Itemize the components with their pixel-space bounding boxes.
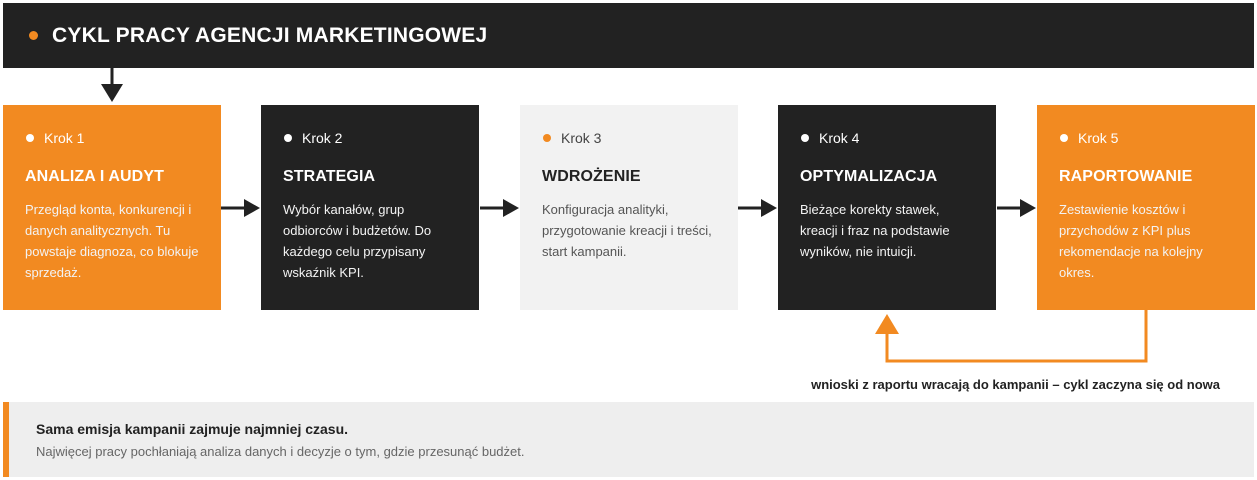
- step-1-description: Przegląd konta, konkurencji i danych analitycznych. Tu powstaje diagnoza, co blokuje sprzedaż.: [25, 202, 199, 280]
- feedback-loop-label: wnioski z raportu wracają do kampanii – cykl zaczyna się od nowa: [811, 377, 1220, 392]
- step-1-number: Krok 1: [25, 129, 199, 147]
- step-5-description: Zestawienie kosztów i przychodów z KPI plus rekomendacje na kolejny okres.: [1059, 202, 1203, 280]
- step-4-description: Bieżące korekty stawek, kreacji i fraz na podstawie wyników, nie intuicji.: [800, 202, 950, 259]
- step-4-title: OPTYMALIZACJA: [800, 168, 938, 185]
- step-3-number: Krok 3: [542, 129, 716, 147]
- step-5-title: RAPORTOWANIE: [1059, 168, 1193, 185]
- arrow-step-4-to-5: [997, 199, 1036, 217]
- step-5-number: Krok 5: [1059, 129, 1233, 147]
- arrow-step-3-to-4: [738, 199, 777, 217]
- bullet-icon: [284, 134, 292, 142]
- note-title: Sama emisja kampanii zajmuje najmniej czasu.: [36, 421, 349, 437]
- diagram-title: CYKL PRACY AGENCJI MARKETINGOWEJ: [52, 23, 488, 47]
- arrow-step-1-to-2: [221, 199, 260, 217]
- step-4: [778, 105, 996, 310]
- step-1-title: ANALIZA I AUDYT: [25, 168, 164, 185]
- step-2-description: Wybór kanałów, grup odbiorców i budżetów. Do każdego celu przypisany wskaźnik KPI.: [283, 202, 432, 280]
- bullet-icon: [543, 134, 551, 142]
- step-3: [520, 105, 738, 310]
- bullet-icon: [801, 134, 809, 142]
- step-3-description: Konfiguracja analityki, przygotowanie kreacji i treści, start kampanii.: [542, 202, 712, 259]
- step-5: [1037, 105, 1255, 310]
- step-2-title: STRATEGIA: [283, 168, 376, 185]
- step-2: [261, 105, 479, 310]
- bullet-icon: [1060, 134, 1068, 142]
- arrow-header-to-step-1: [101, 68, 123, 102]
- note-text: Najwięcej pracy pochłaniają analiza danych i decyzje o tym, gdzie przesunąć budżet.: [36, 444, 525, 459]
- feedback-loop-arrow: [875, 310, 1146, 361]
- step-2-number: Krok 2: [283, 129, 457, 147]
- step-1: [3, 105, 221, 310]
- bullet-icon: [26, 134, 34, 142]
- step-4-number: Krok 4: [800, 129, 974, 147]
- summary-note: [3, 402, 1254, 477]
- arrow-step-2-to-3: [480, 199, 519, 217]
- step-3-title: WDROŻENIE: [542, 168, 641, 185]
